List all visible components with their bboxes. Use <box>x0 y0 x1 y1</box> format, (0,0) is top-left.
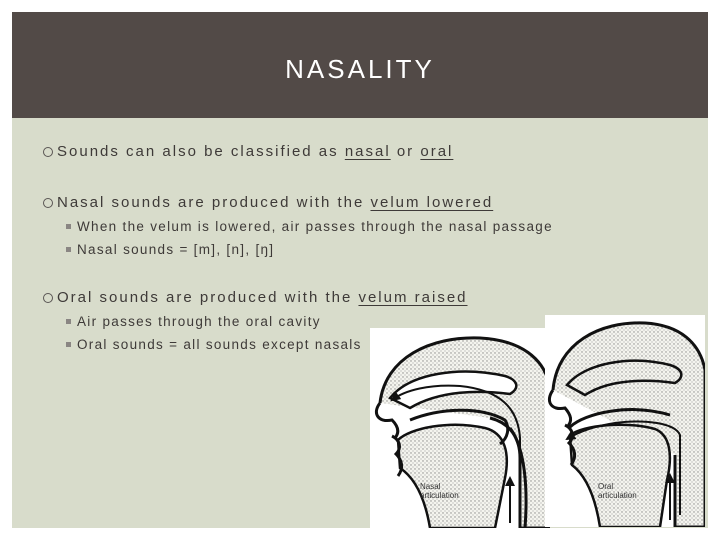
term-nasal: nasal <box>344 143 391 160</box>
bullet-oral-sounds: Oral sounds are produced with the velum raised <box>43 289 468 306</box>
sub-bullet-nasal-examples: Nasal sounds = [m], [n], [ŋ] <box>66 242 274 257</box>
square-bullet-icon <box>66 224 71 229</box>
bullet-ring-icon <box>43 198 53 208</box>
bullet-nasal-sounds: Nasal sounds are produced with the velum lowered <box>43 194 493 211</box>
term-velum-raised: velum raised <box>358 289 468 306</box>
sub-bullet-oral-examples: Oral sounds = all sounds except nasals <box>66 337 362 352</box>
title-band <box>12 12 708 118</box>
slide-title: NASALITY <box>285 54 435 84</box>
term-velum-lowered: velum lowered <box>370 194 494 211</box>
bullet-ring-icon <box>43 147 53 157</box>
square-bullet-icon <box>66 319 71 324</box>
sub-bullet-oral-cavity: Air passes through the oral cavity <box>66 314 321 329</box>
oral-articulation-caption: Oral articulation <box>598 482 637 500</box>
nasal-articulation-caption: Nasal articulation <box>420 482 459 500</box>
square-bullet-icon <box>66 342 71 347</box>
square-bullet-icon <box>66 247 71 252</box>
bullet-ring-icon <box>43 293 53 303</box>
term-oral: oral <box>420 143 454 160</box>
sub-bullet-velum-lowered: When the velum is lowered, air passes through the nasal passage <box>66 219 553 234</box>
nasal-articulation-diagram <box>370 328 550 528</box>
bullet-classification: Sounds can also be classified as nasal or oral <box>43 143 453 160</box>
